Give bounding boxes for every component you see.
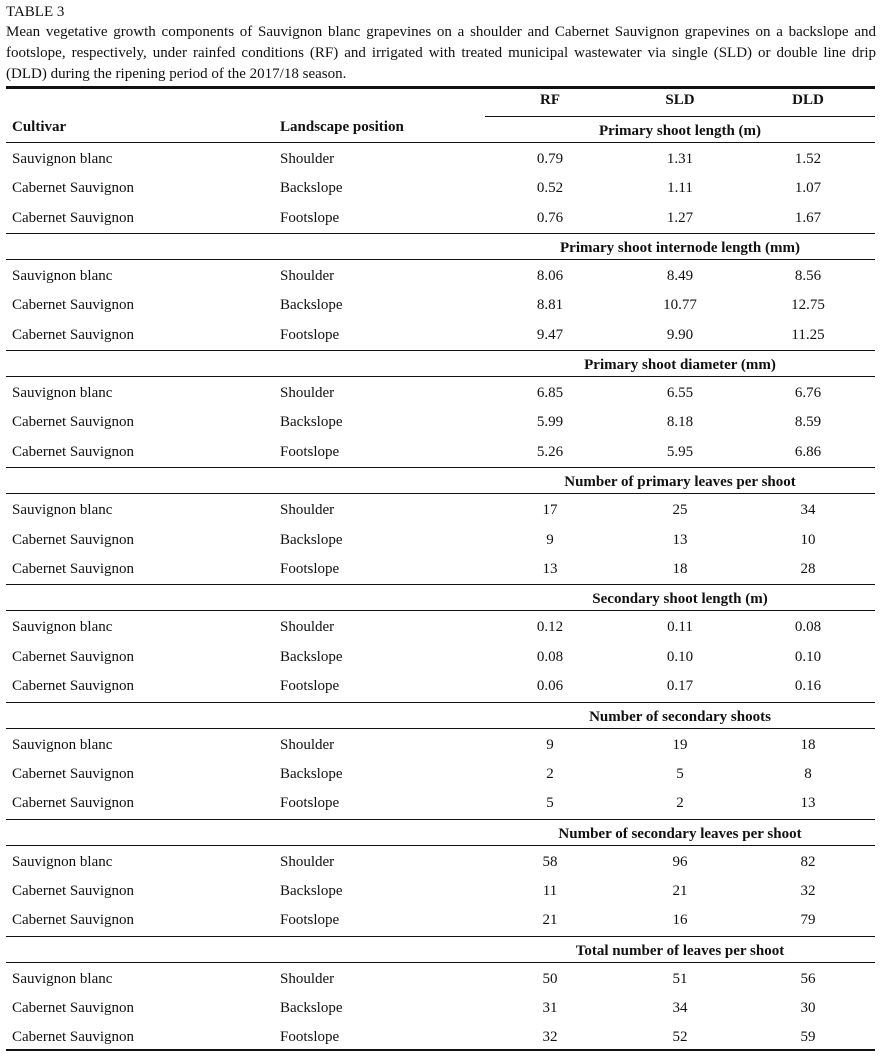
cell-rf: 5.26 — [536, 443, 564, 460]
cell-dld: 0.08 — [794, 619, 822, 636]
cell-landscape: Backslope — [280, 414, 343, 431]
cell-landscape: Footslope — [280, 795, 340, 812]
cell-cultivar: Sauvignon blanc — [12, 268, 113, 285]
section-rule — [6, 467, 875, 468]
cell-cultivar: Cabernet Sauvignon — [12, 180, 135, 197]
cell-sld: 0.17 — [666, 677, 694, 694]
cell-cultivar: Cabernet Sauvignon — [12, 677, 135, 694]
cell-cultivar: Cabernet Sauvignon — [12, 765, 135, 782]
cell-sld: 0.10 — [666, 648, 694, 665]
cell-rf: 5 — [546, 795, 554, 812]
cell-landscape: Shoulder — [280, 853, 335, 870]
table-row — [0, 969, 883, 998]
section-title-rule — [6, 845, 875, 846]
section-title-rule — [6, 376, 875, 377]
cell-sld: 51 — [672, 970, 688, 987]
section-title-rule — [6, 259, 875, 260]
bottom-rule — [6, 1049, 875, 1051]
cell-cultivar: Cabernet Sauvignon — [12, 297, 135, 314]
cell-landscape: Backslope — [280, 180, 343, 197]
section-title-rule — [6, 728, 875, 729]
cell-sld: 21 — [672, 882, 688, 899]
cell-dld: 10 — [800, 531, 816, 548]
cell-rf: 5.99 — [536, 414, 564, 431]
table-row — [0, 178, 883, 207]
table-section — [0, 585, 883, 702]
cell-cultivar: Cabernet Sauvignon — [12, 648, 135, 665]
cell-rf: 17 — [542, 502, 558, 519]
cell-rf: 0.06 — [536, 677, 564, 694]
cell-dld: 8.59 — [794, 414, 822, 431]
table-section — [0, 703, 883, 820]
cell-rf: 2 — [546, 765, 554, 782]
table-section — [0, 234, 883, 351]
cell-dld: 6.86 — [794, 443, 822, 460]
cell-rf: 31 — [542, 999, 558, 1016]
cell-landscape: Shoulder — [280, 502, 335, 519]
cell-landscape: Footslope — [280, 560, 340, 577]
table-row — [0, 530, 883, 559]
cell-cultivar: Cabernet Sauvignon — [12, 882, 135, 899]
table-section — [0, 468, 883, 585]
cell-cultivar: Sauvignon blanc — [12, 151, 113, 167]
cell-dld: 32 — [800, 882, 816, 899]
section-rule — [6, 233, 875, 234]
col-header-dld: DLD — [792, 92, 824, 108]
cell-landscape: Footslope — [280, 677, 340, 694]
cell-cultivar: Cabernet Sauvignon — [12, 531, 135, 548]
cell-rf: 50 — [542, 970, 558, 987]
cell-rf: 0.76 — [536, 209, 564, 226]
cell-cultivar: Sauvignon blanc — [12, 502, 113, 519]
cell-cultivar: Cabernet Sauvignon — [12, 443, 135, 460]
table-row — [0, 647, 883, 676]
table-row — [0, 383, 883, 412]
table-row — [0, 617, 883, 646]
cell-cultivar: Sauvignon blanc — [12, 853, 113, 870]
cell-sld: 8.49 — [666, 268, 694, 285]
section-title: Total number of leaves per shoot — [575, 942, 785, 959]
cell-dld: 8.56 — [794, 268, 822, 285]
section-title: Number of secondary shoots — [589, 708, 771, 725]
section-title-rule — [6, 493, 875, 494]
cell-sld: 6.55 — [666, 385, 694, 402]
cell-sld: 1.11 — [667, 180, 693, 197]
section-title: Primary shoot internode length (mm) — [560, 240, 800, 257]
cell-dld: 18 — [800, 736, 816, 753]
cell-rf: 9.47 — [536, 326, 564, 343]
cell-dld: 1.52 — [794, 151, 822, 167]
cell-sld: 19 — [672, 736, 688, 753]
cell-sld: 25 — [672, 502, 688, 519]
cell-dld: 28 — [800, 560, 816, 577]
cell-landscape: Shoulder — [280, 619, 335, 636]
cell-cultivar: Cabernet Sauvignon — [12, 1029, 135, 1046]
cell-landscape: Backslope — [280, 297, 343, 314]
cell-sld: 9.90 — [666, 326, 694, 343]
table-row — [0, 149, 883, 178]
cell-cultivar: Sauvignon blanc — [12, 619, 113, 636]
cell-dld: 6.76 — [794, 385, 822, 402]
cell-cultivar: Sauvignon blanc — [12, 736, 113, 753]
cell-rf: 13 — [542, 560, 558, 577]
cell-sld: 0.11 — [667, 619, 693, 636]
cell-rf: 0.79 — [536, 151, 564, 167]
col-header-sld: SLD — [665, 92, 695, 108]
cell-rf: 8.81 — [536, 297, 564, 314]
table-row — [0, 881, 883, 910]
cell-rf: 11 — [542, 882, 558, 899]
cell-dld: 11.25 — [791, 326, 825, 343]
col-header-landscape: Landscape position — [280, 119, 404, 135]
section-title: Primary shoot length (m) — [598, 123, 762, 139]
cell-rf: 0.08 — [536, 648, 564, 665]
cell-landscape: Backslope — [280, 531, 343, 548]
cell-sld: 16 — [672, 912, 688, 929]
cell-landscape: Shoulder — [280, 970, 335, 987]
cell-sld: 10.77 — [663, 297, 697, 314]
section-rule — [6, 350, 875, 351]
cell-rf: 6.85 — [536, 385, 564, 402]
cell-cultivar: Cabernet Sauvignon — [12, 414, 135, 431]
table-row — [0, 500, 883, 529]
top-rule — [6, 86, 875, 89]
table-row — [0, 735, 883, 764]
cell-dld: 56 — [800, 970, 816, 987]
section-rule — [6, 936, 875, 937]
cell-dld: 12.75 — [791, 297, 825, 314]
table-section — [0, 117, 883, 234]
cell-cultivar: Sauvignon blanc — [12, 385, 113, 402]
cell-sld: 8.18 — [666, 414, 694, 431]
table-row — [0, 412, 883, 441]
cell-cultivar: Sauvignon blanc — [12, 970, 113, 987]
cell-landscape: Footslope — [280, 326, 340, 343]
cell-sld: 1.27 — [666, 209, 694, 226]
cell-sld: 5 — [676, 765, 684, 782]
cell-landscape: Shoulder — [280, 151, 335, 167]
cell-dld: 34 — [800, 502, 816, 519]
cell-dld: 13 — [800, 795, 816, 812]
table-row — [0, 1027, 883, 1056]
table-row — [0, 295, 883, 324]
table-section — [0, 937, 883, 1054]
cell-landscape: Footslope — [280, 209, 340, 226]
cell-landscape: Shoulder — [280, 385, 335, 402]
section-title-rule — [6, 610, 875, 611]
cell-dld: 0.10 — [794, 648, 822, 665]
col-header-rf: RF — [540, 92, 560, 108]
cell-rf: 32 — [542, 1029, 558, 1046]
section-title: Number of primary leaves per shoot — [564, 474, 796, 491]
table-row — [0, 998, 883, 1027]
cell-dld: 79 — [800, 912, 816, 929]
cell-dld: 8 — [804, 765, 812, 782]
cell-rf: 9 — [546, 736, 554, 753]
cell-cultivar: Cabernet Sauvignon — [12, 209, 135, 226]
cell-sld: 18 — [672, 560, 688, 577]
table-row — [0, 852, 883, 881]
cell-cultivar: Cabernet Sauvignon — [12, 560, 135, 577]
cell-dld: 30 — [800, 999, 816, 1016]
section-rule — [6, 819, 875, 820]
section-title-rule — [6, 142, 875, 143]
section-rule — [6, 702, 875, 703]
cell-dld: 0.16 — [794, 677, 822, 694]
cell-landscape: Shoulder — [280, 736, 335, 753]
cell-dld: 1.07 — [794, 180, 822, 197]
cell-sld: 1.31 — [666, 151, 694, 167]
section-title-rule — [6, 962, 875, 963]
cell-rf: 21 — [542, 912, 558, 929]
table-section — [0, 351, 883, 468]
cell-sld: 52 — [672, 1029, 688, 1046]
table-row — [0, 764, 883, 793]
cell-cultivar: Cabernet Sauvignon — [12, 795, 135, 812]
table-title: TABLE 3 — [6, 4, 65, 20]
table-row — [0, 266, 883, 295]
cell-sld: 34 — [672, 999, 688, 1016]
cell-sld: 2 — [676, 795, 684, 812]
cell-landscape: Backslope — [280, 882, 343, 899]
cell-rf: 58 — [542, 853, 558, 870]
cell-cultivar: Cabernet Sauvignon — [12, 912, 135, 929]
cell-dld: 82 — [800, 853, 816, 870]
cell-landscape: Backslope — [280, 765, 343, 782]
cell-sld: 13 — [672, 531, 688, 548]
cell-dld: 59 — [800, 1029, 816, 1046]
cell-rf: 8.06 — [536, 268, 564, 285]
section-title: Number of secondary leaves per shoot — [558, 825, 802, 842]
cell-cultivar: Cabernet Sauvignon — [12, 999, 135, 1016]
col-header-cultivar: Cultivar — [12, 119, 67, 135]
cell-sld: 5.95 — [666, 443, 694, 460]
cell-rf: 9 — [546, 531, 554, 548]
section-rule — [6, 584, 875, 585]
cell-rf: 0.52 — [536, 180, 564, 197]
section-title: Secondary shoot length (m) — [592, 591, 768, 608]
cell-landscape: Shoulder — [280, 268, 335, 285]
table-section — [0, 820, 883, 937]
cell-landscape: Backslope — [280, 648, 343, 665]
table-caption: Mean vegetative growth components of Sauvignon blanc grapevines on a shoulder and Cabernet Sauvignon grapevines on a backslope and footslope, respectively, under rainfed conditions (RF) and irrigated with treated municipal wastewater via single (SLD) or double line drip (DLD) during the ripening period of the 2017/18 season. — [6, 24, 876, 82]
cell-cultivar: Cabernet Sauvignon — [12, 326, 135, 343]
section-title: Primary shoot diameter (mm) — [584, 357, 776, 374]
cell-landscape: Footslope — [280, 912, 340, 929]
cell-dld: 1.67 — [794, 209, 822, 226]
cell-landscape: Footslope — [280, 1029, 340, 1046]
cell-landscape: Footslope — [280, 443, 340, 460]
cell-rf: 0.12 — [536, 619, 564, 636]
cell-sld: 96 — [672, 853, 688, 870]
cell-landscape: Backslope — [280, 999, 343, 1016]
